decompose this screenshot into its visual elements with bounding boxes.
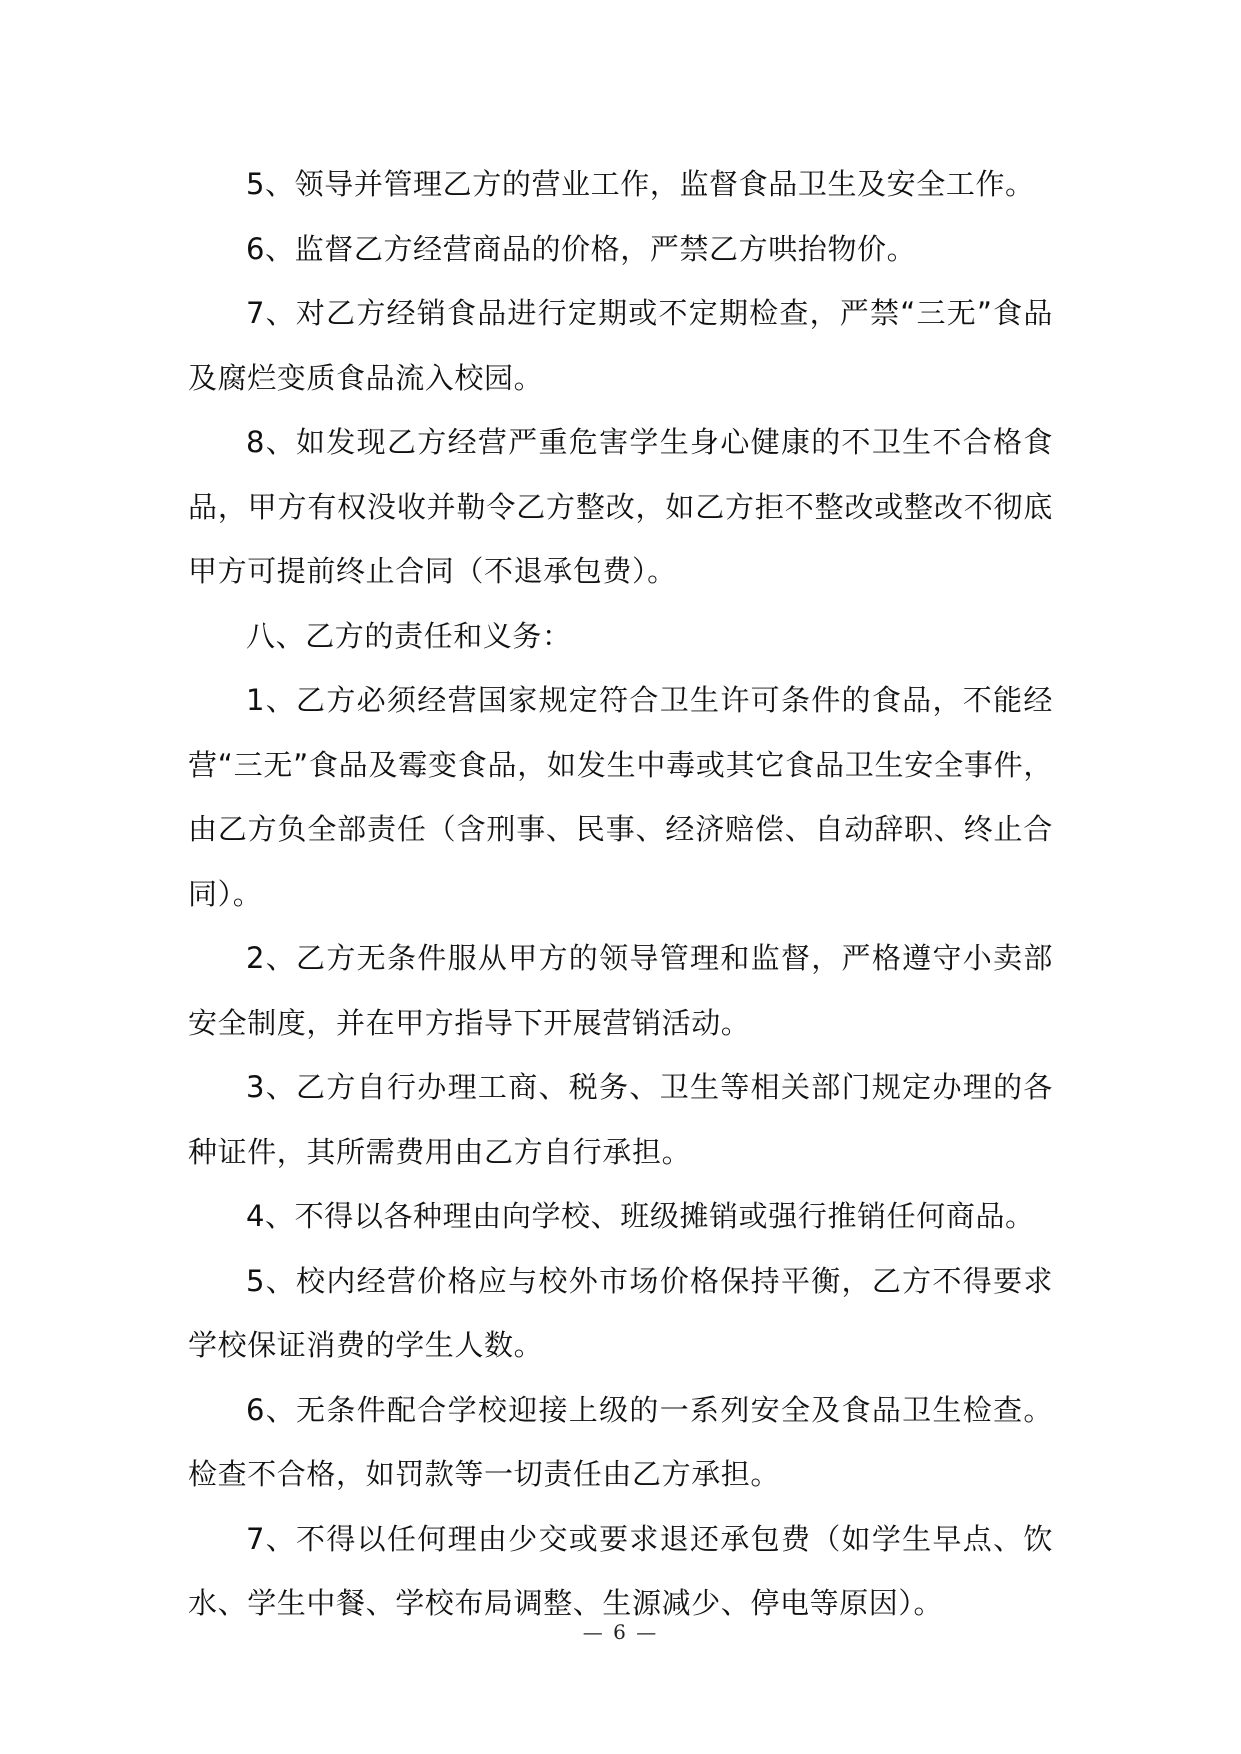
section-heading-party-b: 八、乙方的责任和义务： [246,618,572,653]
paragraph-party-a-duty-6: 6、监督乙方经营商品的价格，严禁乙方哄抬物价。 [246,231,917,266]
paragraph-party-b-duty-1: 1、乙方必须经营国家规定符合卫生许可条件的食品，不能经营“三无”食品及霉变食品，如发生中毒或其它食品卫生安全事件，由乙方负全部责任（含刑事、民事、经济赔偿、自动辞职、终止合同）。 [188,683,1053,911]
document-body [188,152,1053,1636]
paragraph-party-a-duty-5: 5、领导并管理乙方的营业工作，监督食品卫生及安全工作。 [246,167,1035,201]
paragraph-party-b-duty-2: 2、乙方无条件服从甲方的领导管理和监督，严格遵守小卖部安全制度，并在甲方指导下开展营销活动。 [188,941,1053,1040]
paragraph-party-a-duty-8: 8、如发现乙方经营严重危害学生身心健康的不卫生不合格食品，甲方有权没收并勒令乙方整改，如乙方拒不整改或整改不彻底甲方可提前终止合同（不退承包费）。 [188,425,1053,588]
paragraph-party-b-duty-4: 4、不得以各种理由向学校、班级摊销或强行推销任何商品。 [246,1199,1035,1233]
paragraph-party-b-duty-5: 5、校内经营价格应与校外市场价格保持平衡，乙方不得要求学校保证消费的学生人数。 [188,1263,1053,1362]
paragraph-party-a-duty-7: 7、对乙方经销食品进行定期或不定期检查，严禁“三无”食品及腐烂变质食品流入校园。 [188,296,1053,395]
page-number: — 6 — [582,1620,659,1644]
paragraph-party-b-duty-6: 6、无条件配合学校迎接上级的一系列安全及食品卫生检查。检查不合格，如罚款等一切责任由乙方承担。 [188,1392,1053,1491]
paragraph-party-b-duty-3: 3、乙方自行办理工商、税务、卫生等相关部门规定办理的各种证件，其所需费用由乙方自行承担。 [188,1070,1053,1169]
paragraph-party-b-duty-7: 7、不得以任何理由少交或要求退还承包费（如学生早点、饮水、学生中餐、学校布局调整、生源减少、停电等原因）。 [188,1521,1053,1620]
